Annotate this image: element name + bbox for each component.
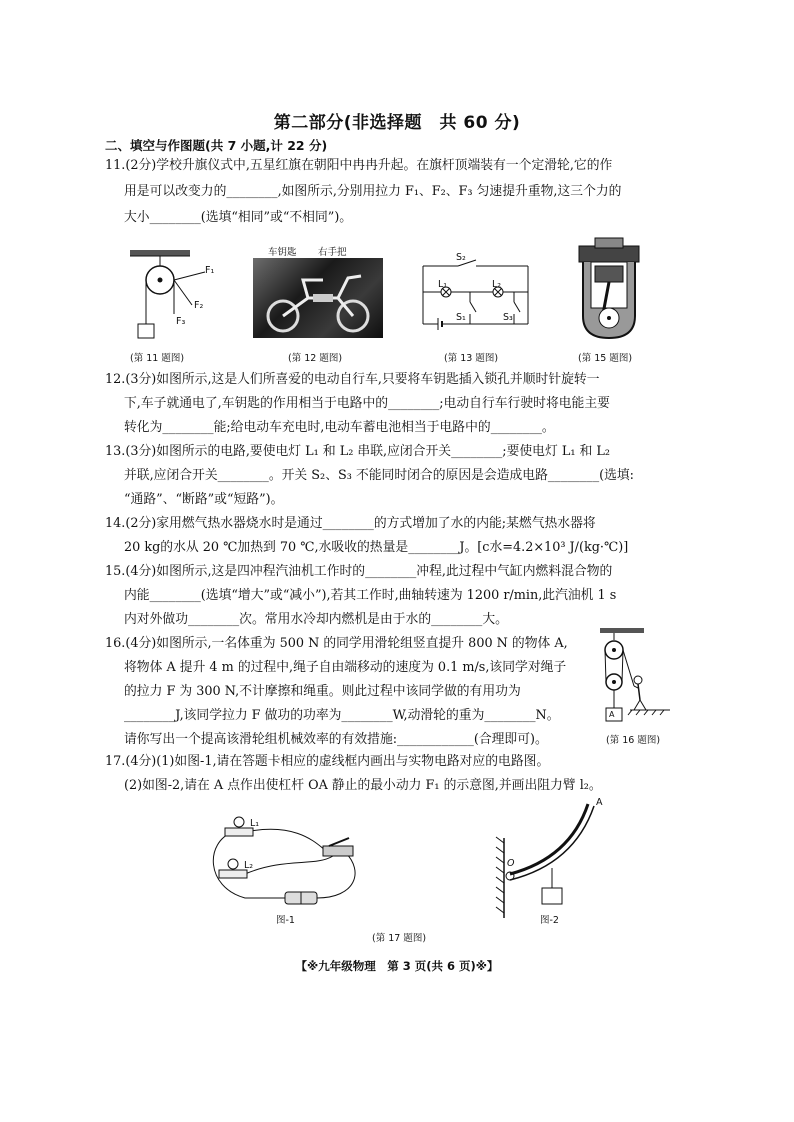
q14-line1: 14.(2分)家用燃气热水器烧水时是通过________的方式增加了水的内能;某燃气热水器将 (105, 516, 596, 531)
q15-line3: 内对外做功________次。常用水冷却内燃机是由于水的________大。 (124, 612, 508, 627)
q11-line1: 11.(2分)学校升旗仪式中,五星红旗在朝阳中冉冉升起。在旗杆顶端装有一个定滑轮,它的作 (105, 158, 613, 173)
fig11-label-f2: F₂ (194, 300, 204, 311)
fig13-label-s1: S₁ (456, 312, 466, 323)
q11-line2: 用是可以改变力的________,如图所示,分别用拉力 F₁、F₂、F₃ 匀速提升重物,这三个力的 (124, 184, 622, 199)
fig13-circuit-diagram (418, 258, 533, 330)
fig13-label-s2: S₂ (456, 252, 466, 263)
fig17-caption: (第 17 题图) (372, 933, 427, 944)
q14-line2: 20 kg的水从 20 ℃加热到 70 ℃,水吸收的热量是________J。[c水=4.2×10³ J/(kg·℃)] (124, 540, 629, 555)
q16-line3: 的拉力 F 为 300 N,不计摩擦和绳重。则此过程中该同学做的有用功为 (124, 684, 521, 699)
page-title: 第二部分(非选择题 共 60 分) (273, 113, 521, 133)
fig17-2-caption: 图-2 (540, 915, 559, 926)
fig13-caption: (第 13 题图) (444, 353, 499, 364)
fig11-label-f3: F₃ (176, 316, 186, 327)
fig16-pulley-system-diagram (600, 628, 672, 723)
fig16-caption: (第 16 题图) (606, 735, 661, 746)
fig12-label-key: 车钥匙 (268, 247, 297, 258)
fig17-1-caption: 图-1 (276, 915, 295, 926)
q13-line3: “通路”、“断路”或“短路”)。 (124, 492, 284, 507)
q11-line3: 大小________(选填“相同”或“不相同”)。 (124, 210, 353, 225)
fig17-1-label-l1: L₁ (250, 818, 260, 829)
q12-line1: 12.(3分)如图所示,这是人们所喜爱的电动自行车,只要将车钥匙插入锁孔并顺时针旋转一 (105, 372, 600, 387)
fig13-label-l1: L₁ (438, 279, 448, 290)
fig13-label-s3: S₃ (503, 312, 513, 323)
fig16-label-a: A (609, 710, 615, 719)
fig15-caption: (第 15 题图) (578, 353, 633, 364)
fig17-1-label-l2: L₂ (244, 860, 254, 871)
q17-line2: (2)如图-2,请在 A 点作出使杠杆 OA 静止的最小动力 F₁ 的示意图,并画出阻力臂 l₂。 (124, 778, 602, 793)
q15-line1: 15.(4分)如图所示,这是四冲程汽油机工作时的________冲程,此过程中气缸内燃料混合物的 (105, 564, 613, 579)
q16-line2: 将物体 A 提升 4 m 的过程中,绳子自由端移动的速度为 0.1 m/s,该同学对绳子 (124, 660, 567, 675)
fig17-1-physical-circuit-diagram (205, 812, 370, 904)
fig11-caption: (第 11 题图) (130, 353, 185, 364)
fig11-label-f1: F₁ (205, 265, 215, 276)
fig12-caption: (第 12 题图) (288, 353, 343, 364)
page-footer: 【※九年级物理 第 3 页(共 6 页)※】 (295, 959, 499, 973)
q16-line5: 请你写出一个提高该滑轮组机械效率的有效措施:____________(合理即可)。 (124, 732, 548, 747)
fig17-2-label-o: O (507, 858, 515, 869)
fig17-2-label-a: A (596, 797, 603, 808)
q12-line2: 下,车子就通电了,车钥匙的作用相当于电路中的________;电动自行车行驶时将电能主要 (124, 396, 610, 411)
q16-line1: 16.(4分)如图所示,一名体重为 500 N 的同学用滑轮组竖直提升 800 N 的物体 A, (105, 636, 568, 651)
fig15-engine-diagram (573, 236, 645, 342)
q16-line4: ________J,该同学拉力 F 做功的功率为________W,动滑轮的重为________N。 (124, 708, 560, 723)
fig12-ebike-photo (253, 258, 383, 338)
section-heading: 二、填空与作图题(共 7 小题,计 22 分) (105, 138, 328, 153)
q12-line3: 转化为________能;给电动车充电时,电动车蓄电池相当于电路中的________。 (124, 420, 555, 435)
q17-line1: 17.(4分)(1)如图-1,请在答题卡相应的虚线框内画出与实物电路对应的电路图。 (105, 754, 550, 769)
q13-line2: 并联,应闭合开关________。开关 S₂、S₃ 不能同时闭合的原因是会造成电路________(选填: (124, 468, 634, 483)
q15-line2: 内能________(选填“增大”或“减小”),若其工作时,曲轴转速为 1200 r/min,此汽油机 1 s (124, 588, 617, 603)
fig13-label-l2: L₂ (492, 279, 502, 290)
q13-line1: 13.(3分)如图所示的电路,要使电灯 L₁ 和 L₂ 串联,应闭合开关________;要使电灯 L₁ 和 L₂ (105, 444, 611, 459)
fig12-label-handle: 右手把 (318, 247, 347, 258)
